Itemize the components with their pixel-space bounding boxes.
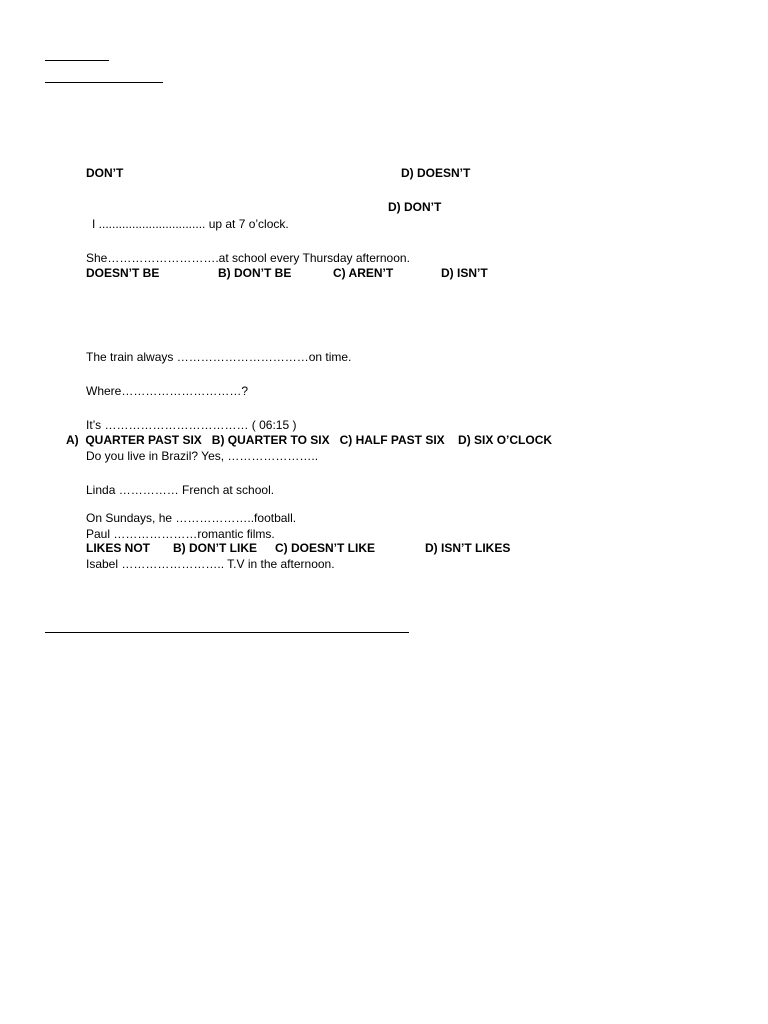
q2-option-d: D) DON’T xyxy=(388,200,442,214)
header-line-long xyxy=(45,82,163,83)
header-line-short xyxy=(45,60,109,61)
q3-option-a: DOESN’T BE xyxy=(86,266,160,280)
q10-text: Paul …………………romantic films. xyxy=(86,527,275,541)
q3-option-d: D) ISN’T xyxy=(441,266,488,280)
q4-text: The train always ……………………………on time. xyxy=(86,350,352,364)
section-divider-line xyxy=(45,632,409,633)
q9-text: On Sundays, he ………………..football. xyxy=(86,511,297,525)
q10-option-c: C) DOESN’T LIKE xyxy=(275,541,376,555)
q1-option-a: DON’T xyxy=(86,166,124,180)
q8-text: Linda …………… French at school. xyxy=(86,483,275,497)
q7-text: Do you live in Brazil? Yes, ………………….. xyxy=(86,449,319,463)
q11-text: Isabel …………………….. T.V in the afternoon. xyxy=(86,557,335,571)
q6-text: It’s ……………………………… ( 06:15 ) xyxy=(86,418,297,432)
q3-option-b: B) DON’T BE xyxy=(218,266,292,280)
q5-text: Where…………………………? xyxy=(86,384,249,398)
q10-option-a: LIKES NOT xyxy=(86,541,151,555)
q3-option-c: C) AREN’T xyxy=(333,266,394,280)
q1-option-d: D) DOESN’T xyxy=(401,166,471,180)
q10-option-d: D) ISN’T LIKES xyxy=(425,541,511,555)
q3-text: She……………………….at school every Thursday afternoon. xyxy=(86,251,410,265)
q2-text: I ................................ up at 7 o’clock. xyxy=(92,217,289,231)
q10-option-b: B) DON’T LIKE xyxy=(173,541,257,555)
q6-options: A) QUARTER PAST SIX B) QUARTER TO SIX C) HALF PAST SIX D) SIX O’CLOCK xyxy=(66,433,553,447)
